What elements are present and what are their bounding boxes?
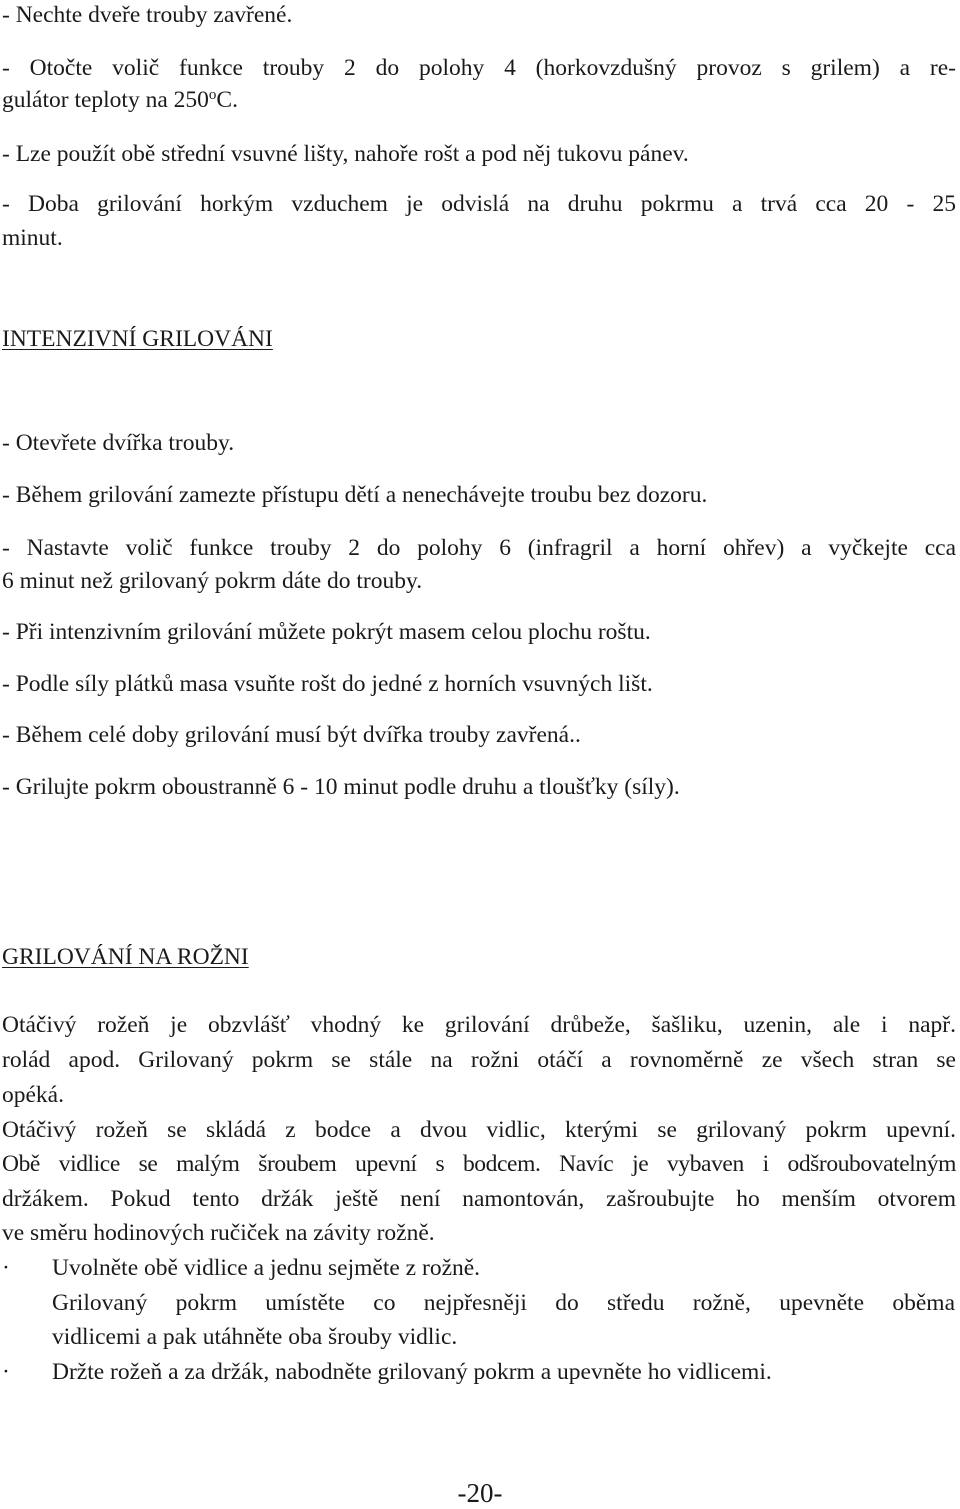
bullet-item: Uvolněte obě vidlice a jednu sejměte z rožně. (52, 1255, 481, 1281)
paragraph-line: opéká. (2, 1082, 64, 1108)
paragraph-line: - Při intenzivním grilování můžete pokrýt masem celou plochu roštu. (2, 619, 651, 645)
paragraph-line: Otáčivý rožeň se skládá z bodce a dvou vidlic, kterými se grilovaný pokrm upevní. (2, 1117, 956, 1143)
paragraph-line: ve směru hodinových ručiček na závity rožně. (2, 1220, 435, 1246)
paragraph-line: minut. (2, 225, 63, 251)
paragraph-line: - Během grilování zamezte přístupu dětí a nenechávejte troubu bez dozoru. (2, 482, 708, 508)
page-number: -20- (457, 1478, 503, 1508)
paragraph-line: - Doba grilování horkým vzduchem je odvislá na druhu pokrmu a trvá cca 20 - 25 (2, 191, 956, 217)
bullet-item: vidlicemi a pak utáhněte oba šrouby vidlic. (52, 1324, 458, 1350)
paragraph-line: - Nechte dveře trouby zavřené. (2, 2, 293, 28)
degree-sign: o (208, 87, 217, 103)
bullet-item: Držte rožeň a za držák, nabodněte grilovaný pokrm a upevněte ho vidlicemi. (52, 1359, 772, 1385)
paragraph-line: - Lze použít obě střední vsuvné lišty, nahoře rošt a pod něj tukovu pánev. (2, 141, 689, 167)
paragraph-line: Obě vidlice se malým šroubem upevní s bodcem. Navíc je vybaven i odšroubovatelným (2, 1151, 956, 1177)
paragraph-line: 6 minut než grilovaný pokrm dáte do trouby. (2, 568, 423, 594)
bullet-dot: · (2, 1359, 10, 1385)
paragraph-line: - Grilujte pokrm oboustranně 6 - 10 minut podle druhu a tloušťky (síly). (2, 774, 680, 800)
paragraph-line: - Nastavte volič funkce trouby 2 do polohy 6 (infragril a horní ohřev) a vyčkejte cca (2, 535, 956, 561)
paragraph-line: - Během celé doby grilování musí být dvířka trouby zavřená.. (2, 722, 581, 748)
bullet-dot: · (2, 1255, 10, 1281)
section-heading: GRILOVÁNÍ NA ROŽNI (2, 944, 249, 970)
bullet-item: Grilovaný pokrm umístěte co nejpřesněji do středu rožně, upevněte oběma (52, 1290, 955, 1316)
paragraph-line: - Podle síly plátků masa vsuňte rošt do jedné z horních vsuvných lišt. (2, 671, 653, 697)
paragraph-line: - Otevřete dvířka trouby. (2, 430, 235, 456)
paragraph-line: gulátor teploty na 250$^o$C. (2, 87, 238, 113)
section-heading: INTENZIVNÍ GRILOVÁNI (2, 326, 273, 352)
paragraph-line: rolád apod. Grilovaný pokrm se stále na rožni otáčí a rovnoměrně ze všech stran se (2, 1047, 956, 1073)
paragraph-line: držákem. Pokud tento držák ještě není namontován, zašroubujte ho menším otvorem (2, 1186, 956, 1212)
paragraph-line: Otáčivý rožeň je obzvlášť vhodný ke grilování drůbeže, šašliku, uzenin, ale i např. (2, 1012, 956, 1038)
paragraph-line: - Otočte volič funkce trouby 2 do polohy 4 (horkovzdušný provoz s grilem) a re- (2, 55, 956, 81)
